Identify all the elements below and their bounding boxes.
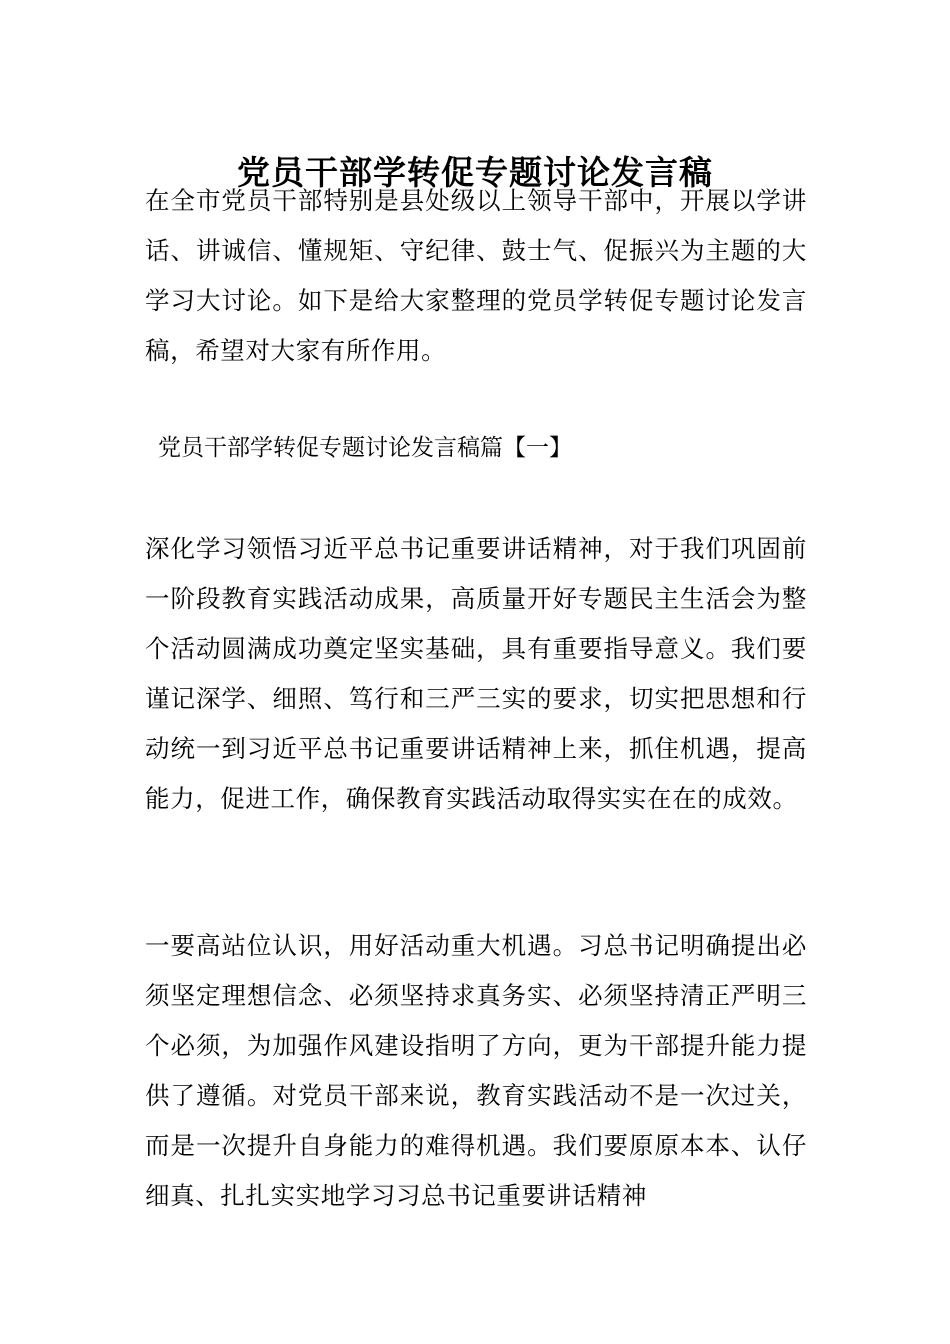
body-paragraph-1: 深化学习领悟习近平总书记重要讲话精神，对于我们巩固前一阶段教育实践活动成果，高质量开好专题民主生活会为整个活动圆满成功奠定坚实基础，具有重要指导意义。我们要谨记深学、细照、笃行和三严三实的要求，切实把思想和行动统一到习近平总书记重要讲话精神上来，抓住机遇，提高能力，促进工作，确保教育实践活动取得实实在在的成效。 (145, 534, 807, 813)
intro-paragraph: 在全市党员干部特别是县处级以上领导干部中，开展以学讲话、讲诚信、懂规矩、守纪律、鼓士气、促振兴为主题的大学习大讨论。如下是给大家整理的党员学转促专题讨论发言稿，希望对大家有所作用。 (145, 186, 807, 365)
body-paragraph-2: 一要高站位认识，用好活动重大机遇。习总书记明确提出必须坚定理想信念、必须坚持求真务实、必须坚持清正严明三个必须，为加强作风建设指明了方向，更为干部提升能力提供了遵循。对党员干部来说，教育实践活动不是一次过关，而是一次提升自身能力的难得机遇。我们要原原本本、认仔细真、扎扎实实地学习习总书记重要讲话精神 (145, 931, 807, 1210)
document-title: 党员干部学转促专题讨论发言稿 (237, 153, 713, 193)
section-heading: 党员干部学转促专题讨论发言稿篇【一】 (158, 435, 572, 461)
